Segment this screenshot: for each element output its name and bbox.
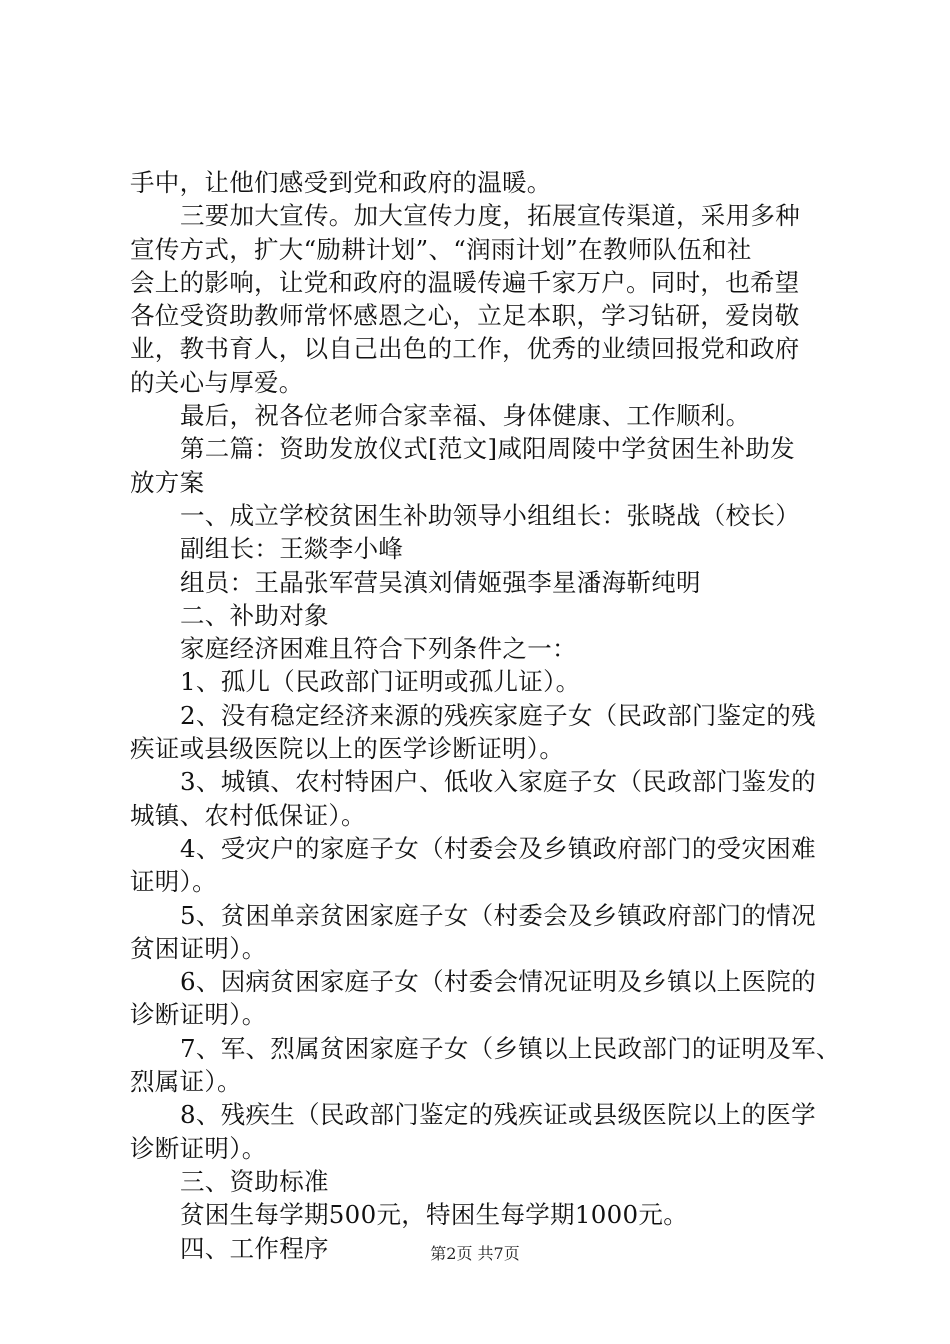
text-line: 二、补助对象	[180, 600, 329, 630]
text-line: 副组长：王燚李小峰	[180, 534, 404, 564]
text-line: 四、工作程序	[180, 1233, 329, 1263]
text-line: 4、受灾户的家庭子女（村委会及乡镇政府部门的受灾困难	[180, 833, 816, 863]
text-line: 诊断证明）。	[130, 1000, 267, 1030]
text-line: 宣传方式，扩大“励耕计划”、“润雨计划”在教师队伍和社	[130, 234, 752, 264]
text-line: 的关心与厚爱。	[130, 367, 304, 397]
text-line: 7、军、烈属贫困家庭子女（乡镇以上民政部门的证明及军、	[180, 1033, 841, 1063]
page-footer	[0, 1243, 950, 1265]
text-line: 业，教书育人，以自己出色的工作，优秀的业绩回报党和政府	[130, 334, 800, 364]
document-body	[130, 166, 850, 1265]
text-line: 放方案	[130, 467, 205, 497]
text-line: 组员：王晶张军营吴滇刘倩姬强李星潘海靳纯明	[180, 567, 701, 597]
text-line: 2、没有稳定经济来源的残疾家庭子女（民政部门鉴定的残	[180, 700, 816, 730]
text-line: 家庭经济困难且符合下列条件之一：	[180, 634, 577, 664]
text-line: 5、贫困单亲贫困家庭子女（村委会及乡镇政府部门的情况	[180, 900, 816, 930]
text-line: 第二篇：资助发放仪式[范文]咸阳周陵中学贫困生补助发	[180, 434, 795, 464]
text-line: 烈属证）。	[130, 1067, 242, 1097]
text-line: 疾证或县级医院以上的医学诊断证明）。	[130, 734, 565, 764]
text-line: 贫困生每学期500元，特困生每学期1000元。	[180, 1200, 689, 1230]
text-line: 8、残疾生（民政部门鉴定的残疾证或县级医院以上的医学	[180, 1100, 816, 1130]
text-line: 最后，祝各位老师合家幸福、身体健康、工作顺利。	[180, 401, 751, 431]
text-line: 三要加大宣传。加大宣传力度，拓展宣传渠道，采用多种	[180, 201, 800, 231]
text-line: 各位受资助教师常怀感恩之心，立足本职，学习钻研，爱岗敬	[130, 301, 800, 331]
text-line: 会上的影响，让党和政府的温暖传遍千家万户。同时，也希望	[130, 267, 800, 297]
text-line: 贫困证明）。	[130, 933, 267, 963]
page-number: 第2页 共7页	[430, 1244, 520, 1263]
text-line: 城镇、农村低保证）。	[130, 800, 366, 830]
text-line: 三、资助标准	[180, 1166, 329, 1196]
text-line: 一、成立学校贫困生补助领导小组组长：张晓战（校长）	[180, 500, 800, 530]
text-line: 手中，让他们感受到党和政府的温暖。	[130, 168, 552, 197]
text-line: 6、因病贫困家庭子女（村委会情况证明及乡镇以上医院的	[180, 967, 816, 997]
text-line: 3、城镇、农村特困户、低收入家庭子女（民政部门鉴发的	[180, 767, 816, 797]
text-line: 证明）。	[130, 867, 217, 897]
text-line: 诊断证明）。	[130, 1133, 267, 1163]
text-line: 1、孤儿（民政部门证明或孤儿证）。	[180, 667, 581, 697]
